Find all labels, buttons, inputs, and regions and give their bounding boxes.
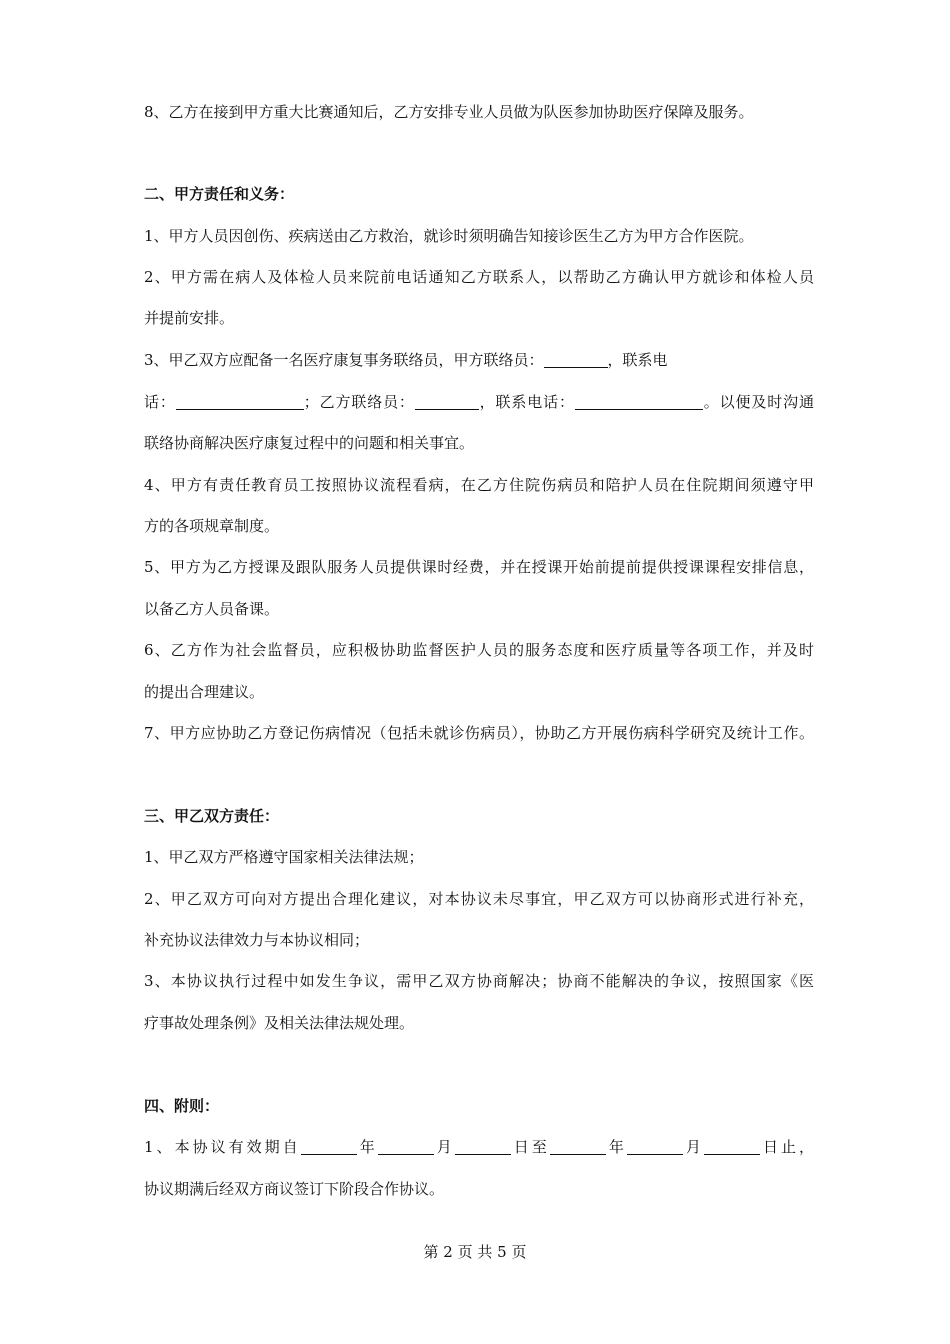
- clause-3-1: 1、甲乙双方严格遵守国家相关法律法规；: [144, 848, 424, 866]
- party-b-phone-blank: [575, 394, 703, 410]
- clause-4-1-text-a: 1、本协议有效期自: [144, 1138, 301, 1156]
- clause-4-1-text-f: 月: [682, 1138, 704, 1156]
- clause-2-6-line-1: 6、乙方作为社会监督员，应积极协助监督医护人员的服务态度和医疗质量等各项工作，并及时: [144, 641, 814, 659]
- start-month-blank: [378, 1139, 434, 1155]
- end-year-blank: [550, 1139, 606, 1155]
- clause-2-5-line-2: 以备乙方人员备课。: [144, 600, 280, 618]
- clause-2-6-line-2: 的提出合理建议。: [144, 683, 265, 701]
- clause-2-3-text-c: 话：: [144, 393, 176, 411]
- clause-4-1-line-1: [144, 1137, 814, 1157]
- clause-2-3-text-d: ；乙方联络员：: [303, 393, 415, 411]
- clause-4-1-text-g: 日止，: [759, 1138, 814, 1156]
- clause-3-3-line-2: 疗事故处理条例》及相关法律法规处理。: [144, 1014, 415, 1032]
- clause-4-1-text-e: 年: [605, 1138, 627, 1156]
- section-heading-2: 二、甲方责任和义务：: [144, 185, 295, 203]
- clause-2-5-line-1: 5、甲方为乙方授课及跟队服务人员提供课时经费，并在授课开始前提前提供授课课程安排信息，: [144, 558, 814, 576]
- clause-4-1-text-c: 月: [433, 1138, 455, 1156]
- end-day-blank: [704, 1139, 760, 1155]
- clause-3-2-line-1: 2、甲乙双方可向对方提出合理化建议，对本协议未尽事宜，甲乙双方可以协商形式进行补充，: [144, 890, 814, 908]
- page-footer: 第 2 页 共 5 页: [423, 1243, 527, 1261]
- start-year-blank: [301, 1139, 357, 1155]
- clause-2-1: 1、甲方人员因创伤、疾病送由乙方救治，就诊时须明确告知接诊医生乙方为甲方合作医院。: [144, 227, 754, 245]
- start-day-blank: [455, 1139, 511, 1155]
- clause-2-7: 7、甲方应协助乙方登记伤病情况（包括未就诊伤病员），协助乙方开展伤病科学研究及统计工作。: [144, 724, 814, 742]
- clause-2-4-line-2: 方的各项规章制度。: [144, 517, 280, 535]
- clause-2-2-line-1: 2、甲方需在病人及体检人员来院前电话通知乙方联系人，以帮助乙方确认甲方就诊和体检人员: [144, 268, 814, 286]
- clause-3-3-line-1: 3、本协议执行过程中如发生争议，需甲乙双方协商解决；协商不能解决的争议，按照国家《医: [144, 972, 814, 990]
- clause-4-1-text-d: 日至: [510, 1138, 550, 1156]
- clause-2-3-line-2: [144, 392, 814, 412]
- clause-2-3-text-e: ，联系电话：: [478, 393, 575, 411]
- end-month-blank: [627, 1139, 683, 1155]
- clause-2-3-text-b: ，联系电: [607, 351, 668, 369]
- clause-4-1-line-2: 协议期满后经双方商议签订下阶段合作协议。: [144, 1180, 445, 1198]
- clause-2-3-text-f: 。以便及时沟通: [702, 393, 814, 411]
- clause-3-2-line-2: 补充协议法律效力与本协议相同；: [144, 931, 370, 949]
- section-heading-4: 四、附则：: [144, 1097, 220, 1115]
- section-heading-3: 三、甲乙双方责任：: [144, 807, 280, 825]
- clause-1-8: 8、乙方在接到甲方重大比赛通知后，乙方安排专业人员做为队医参加协助医疗保障及服务。: [144, 103, 754, 121]
- clause-2-3-text-a: 3、甲乙双方应配备一名医疗康复事务联络员，甲方联络员：: [144, 351, 544, 369]
- clause-2-3-line-1: [144, 350, 814, 370]
- party-b-liaison-blank: [415, 394, 479, 410]
- party-a-liaison-blank: [544, 352, 608, 368]
- party-a-phone-blank: [176, 394, 304, 410]
- clause-2-3-line-3: 联络协商解决医疗康复过程中的问题和相关事宜。: [144, 434, 475, 452]
- clause-4-1-text-b: 年: [356, 1138, 378, 1156]
- clause-2-2-line-2: 并提前安排。: [144, 309, 235, 327]
- clause-2-4-line-1: 4、甲方有责任教育员工按照协议流程看病，在乙方住院伤病员和陪护人员在住院期间须遵守甲: [144, 476, 814, 494]
